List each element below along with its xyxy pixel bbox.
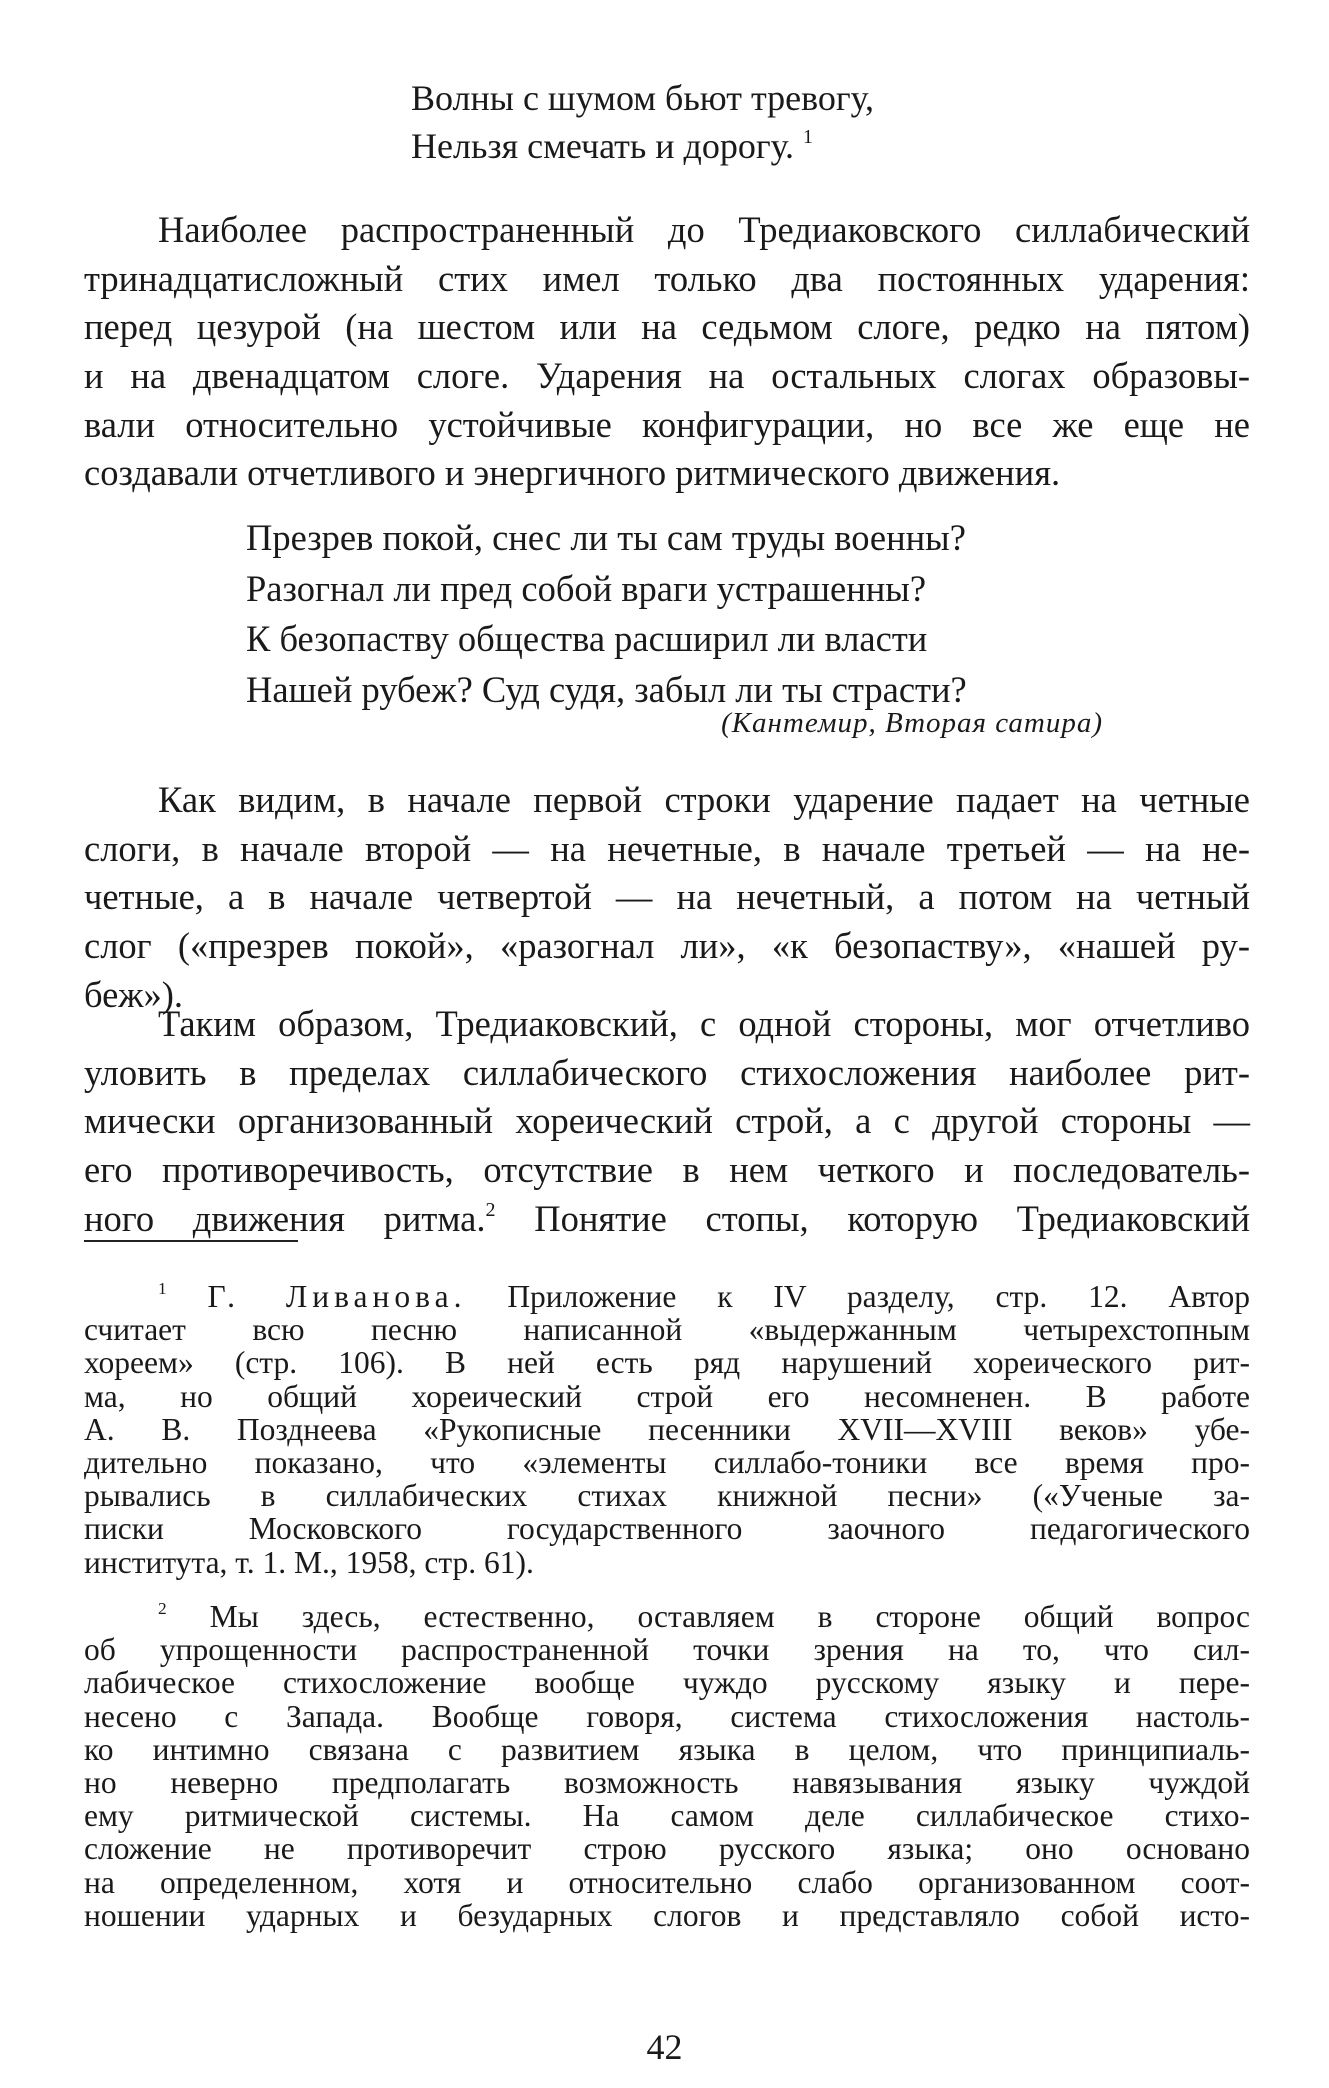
paragraph-2 [84,776,1250,1019]
text-line: об упрощенности распространенной точки зрения на то, что сил- [84,1632,1250,1668]
footnote-ref-1: 1 [803,126,813,149]
poem-attribution: (Кантемир, Вторая сатира) [721,707,1103,739]
verse-line-text: Нельзя смечать и дорогу. [411,126,795,166]
text-line: ему ритмической системы. На самом деле силлабическое стихо- [84,1798,1250,1834]
text-line: перед цезурой (на шестом или на седьмом слоге, редко на пятом) [84,306,1250,348]
verse-line: Нашей рубеж? Суд судя, забыл ли ты страсти? [246,668,967,710]
epigraph-verse [411,74,874,170]
text-line: сложение не противоречит строю русского языка; оно основано [84,1831,1250,1867]
text-fragment: Приложение к IV разделу, стр. 12. Автор [507,1279,1251,1314]
text-line: тринадцатисложный стих имел только два постоянных ударения: [84,257,1250,299]
text-line: рывались в силлабических стихах книжной песни» («Ученые за- [84,1478,1250,1514]
footnote-separator [84,1240,298,1242]
text-fragment: Мы здесь, естественно, оставляем в стороне общий вопрос [209,1599,1250,1634]
verse-line [411,122,874,170]
text-line: писки Московского государственного заочного педагогического [84,1511,1250,1547]
footnote-2 [84,1600,1250,1932]
footnote-marker: 2 [158,1599,167,1619]
text-line: создавали отчетливого и энергичного ритмического движения. [84,452,1061,494]
paragraph-3 [84,1000,1250,1243]
footnote-author: Г. Ливанова. [207,1279,467,1314]
text-line: считает всю песню написанной «выдержанным четырехстопным [84,1312,1250,1348]
text-line: ко интимно связана с развитием языка в целом, что принципиаль- [84,1731,1250,1767]
text-line [84,1195,1250,1244]
paragraph-1 [84,206,1250,498]
verse-line: Волны с шумом бьют тревогу, [411,78,875,118]
text-line: Таким образом, Тредиаковский, с одной стороны, мог отчетливо [158,1003,1250,1044]
text-line: на определенном, хотя и относительно слабо организованном соот- [84,1864,1250,1900]
quoted-poem [246,513,967,715]
text-line: слог («презрев покой», «разогнал ли», «к безопаству», «нашей ру- [84,925,1250,967]
text-line: дительно показано, что «элементы силлабо-тоники все время про- [84,1444,1250,1480]
verse-line: К безопаству общества расширил ли власти [246,618,928,659]
text-line: и на двенадцатом слоге. Ударения на остальных слогах образовы- [84,355,1250,397]
text-line [84,1280,1250,1313]
text-line: уловить в пределах силлабического стихосложения наиболее рит- [84,1051,1250,1093]
text-line: но неверно предполагать возможность навязывания языку чуждой [84,1764,1250,1800]
text-line [84,1600,1250,1633]
page-number: 42 [646,2027,683,2067]
verse-line: Презрев покой, снес ли ты сам труды военны? [246,517,966,558]
footnote-1 [84,1280,1250,1579]
footnote-marker: 1 [158,1279,167,1299]
text-line: несено с Запада. Вообще говоря, система стихосложения настоль- [84,1698,1250,1734]
text-line: Как видим, в начале первой строки ударение падает на четные [158,779,1250,820]
text-line: ношении ударных и безударных слогов и представляло собой исто- [84,1897,1250,1933]
text-line: лабическое стихосложение вообще чуждо русскому языку и пере- [84,1665,1250,1701]
text-line: хореем» (стр. 106). В ней есть ряд нарушений хореического рит- [84,1345,1250,1381]
text-line: мически организованный хореический строй, а с другой стороны — [84,1100,1250,1142]
text-line: Наиболее распространенный до Тредиаковского силлабический [158,209,1250,250]
text-line: четные, а в начале четвертой — на нечетный, а потом на четный [84,876,1250,918]
text-line: А. В. Позднеева «Рукописные песенники XVII—XVIII веков» убе- [84,1411,1250,1447]
text-line: института, т. 1. М., 1958, стр. 61). [84,1544,534,1580]
text-line: ма, но общий хореический строй его несомненен. В работе [84,1378,1250,1414]
verse-line: Разогнал ли пред собой враги устрашенны? [246,567,927,609]
text-fragment: ного движения ритма. [84,1197,486,1239]
text-fragment: Понятие стопы, которую Тредиаковский [534,1197,1250,1239]
text-line: его противоречивость, отсутствие в нем четкого и последователь- [84,1149,1250,1191]
footnote-ref-2: 2 [485,1198,496,1221]
text-line: слоги, в начале второй — на нечетные, в начале третьей — на не- [84,827,1250,869]
text-line: вали относительно устойчивые конфигурации, но все же еще не [84,403,1250,445]
text-line: беж»). [84,973,184,1015]
